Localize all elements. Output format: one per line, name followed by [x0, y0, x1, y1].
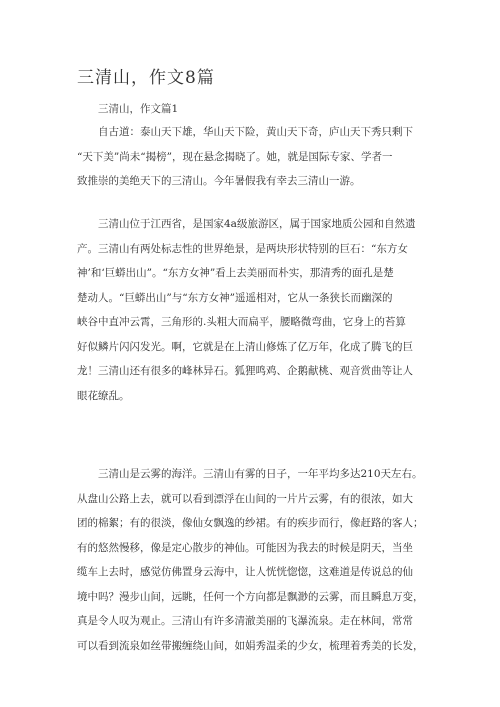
paragraph-line: 龙！三清山还有很多的峰林异石。狐狸鸣鸡、企鹅献桃、观音赏曲等让人	[77, 365, 413, 377]
paragraph-line: 三清山位于江西省，是国家4a级旅游区，属于国家地质公园和自然遗	[98, 218, 416, 230]
paragraph-line: 眼花缭乱。	[77, 389, 130, 402]
paragraph-line: 缆车上去时，感觉仿佛置身云海中，让人恍恍惚惚，这难道是传说总的仙	[77, 566, 413, 578]
paragraph-line: 致推崇的美绝天下的三清山。今年暑假我有幸去三清山一游。	[77, 175, 361, 187]
paragraph-1	[77, 120, 422, 194]
paragraph-line: 有的悠然慢移，像是定心散步的神仙。可能因为我去的时候是阴天，当坐	[77, 541, 413, 554]
paragraph-line: 产。三清山有两处标志性的世界绝景，是两块形状特别的巨石：“东方女	[77, 242, 408, 255]
paragraph-2	[77, 212, 422, 408]
paragraph-line: 神’和‘巨蟒出山”。“东方女神”看上去美丽而朴实，那清秀的面孔是楚	[77, 267, 394, 279]
paragraph-line: 峡谷中直冲云霄，三角形的.头粗大而扁平，腰略微弯曲，它身上的苔算	[77, 316, 406, 328]
paragraph-line: 境中吗？漫步山间，远眺，任何一个方向都是飘渺的云雾，而且瞬息万变，	[77, 590, 424, 603]
document-title: 三清山，作文8篇	[77, 68, 215, 88]
paragraph-line: 楚动人。“巨蟒出山”与“东方女神”遥遥相对，它从一条狭长而幽深的	[77, 291, 393, 304]
section-heading: 三清山，作文篇1	[98, 103, 179, 115]
paragraph-line: 好似鳞片闪闪发光。啊，它就是在上清山修炼了亿万年，化成了腾飞的巨	[77, 340, 413, 353]
paragraph-line: 团的棉絮；有的很淡，像仙女飘逸的纱裙。有的疾步而行，像赶路的客人；	[77, 517, 424, 529]
paragraph-line: 自古道：泰山天下雄，华山天下险，黄山天下奇，庐山天下秀只剩下	[98, 126, 413, 138]
paragraph-line: 三清山是云雾的海洋。三清山有雾的日子，一年平均多达210天左右。	[98, 468, 423, 480]
paragraph-line: 从盘山公路上去，就可以看到漂浮在山间的一片片云雾，有的很浓，如大	[77, 492, 413, 505]
paragraph-line: “天下美”尚未“揭榜”，现在悬念揭晓了。她，就是国际专家、学者一	[77, 150, 393, 163]
paragraph-3	[77, 462, 422, 658]
paragraph-line: 可以看到流泉如丝带搬缠绕山间，如娟秀温柔的少女，梳理着秀美的长发，	[77, 639, 424, 652]
paragraph-line: 真是令人叹为观止。三清山有许多清澈美丽的飞瀑流泉。走在林间，常常	[77, 615, 413, 627]
